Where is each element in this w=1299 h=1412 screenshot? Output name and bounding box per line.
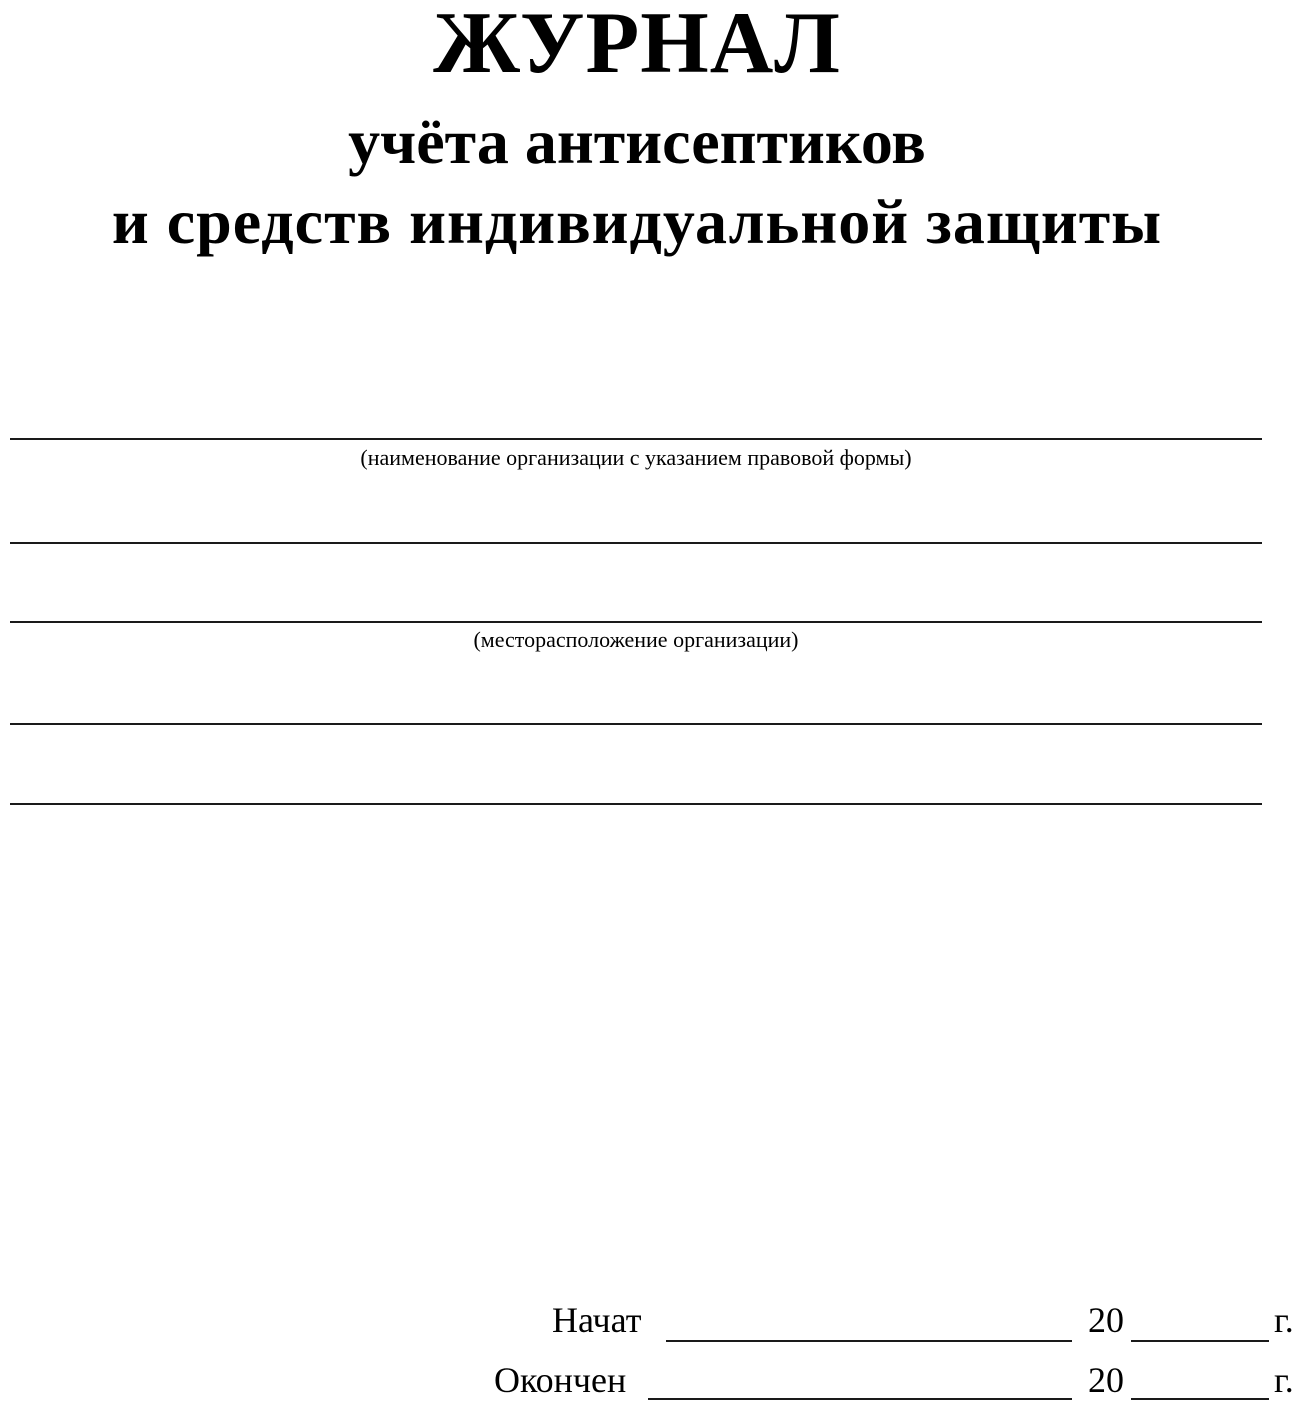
organization-extra-line xyxy=(10,542,1262,544)
started-date-line xyxy=(666,1340,1072,1342)
ended-label: Окончен xyxy=(494,1360,627,1400)
started-year-prefix: 20 xyxy=(1088,1300,1124,1340)
blank-line-1 xyxy=(10,723,1262,725)
journal-title: ЖУРНАЛ xyxy=(433,0,841,92)
ended-year-suffix: г. xyxy=(1274,1360,1294,1400)
organization-name-line xyxy=(10,438,1262,440)
organization-location-caption: (месторасположение организации) xyxy=(473,627,799,652)
started-year-suffix: г. xyxy=(1274,1300,1294,1340)
ended-row xyxy=(0,1362,1299,1412)
started-row xyxy=(0,1302,1299,1352)
ended-year-prefix: 20 xyxy=(1088,1360,1124,1400)
journal-subtitle-line2: и средств индивидуальной защиты xyxy=(111,186,1163,257)
started-label: Начат xyxy=(552,1300,642,1340)
organization-name-caption: (наименование организации с указанием правовой формы) xyxy=(360,445,912,470)
organization-location-line xyxy=(10,621,1262,623)
journal-subtitle-line1: учёта антисептиков xyxy=(348,106,926,177)
blank-line-2 xyxy=(10,803,1262,805)
started-year-line xyxy=(1131,1340,1269,1342)
